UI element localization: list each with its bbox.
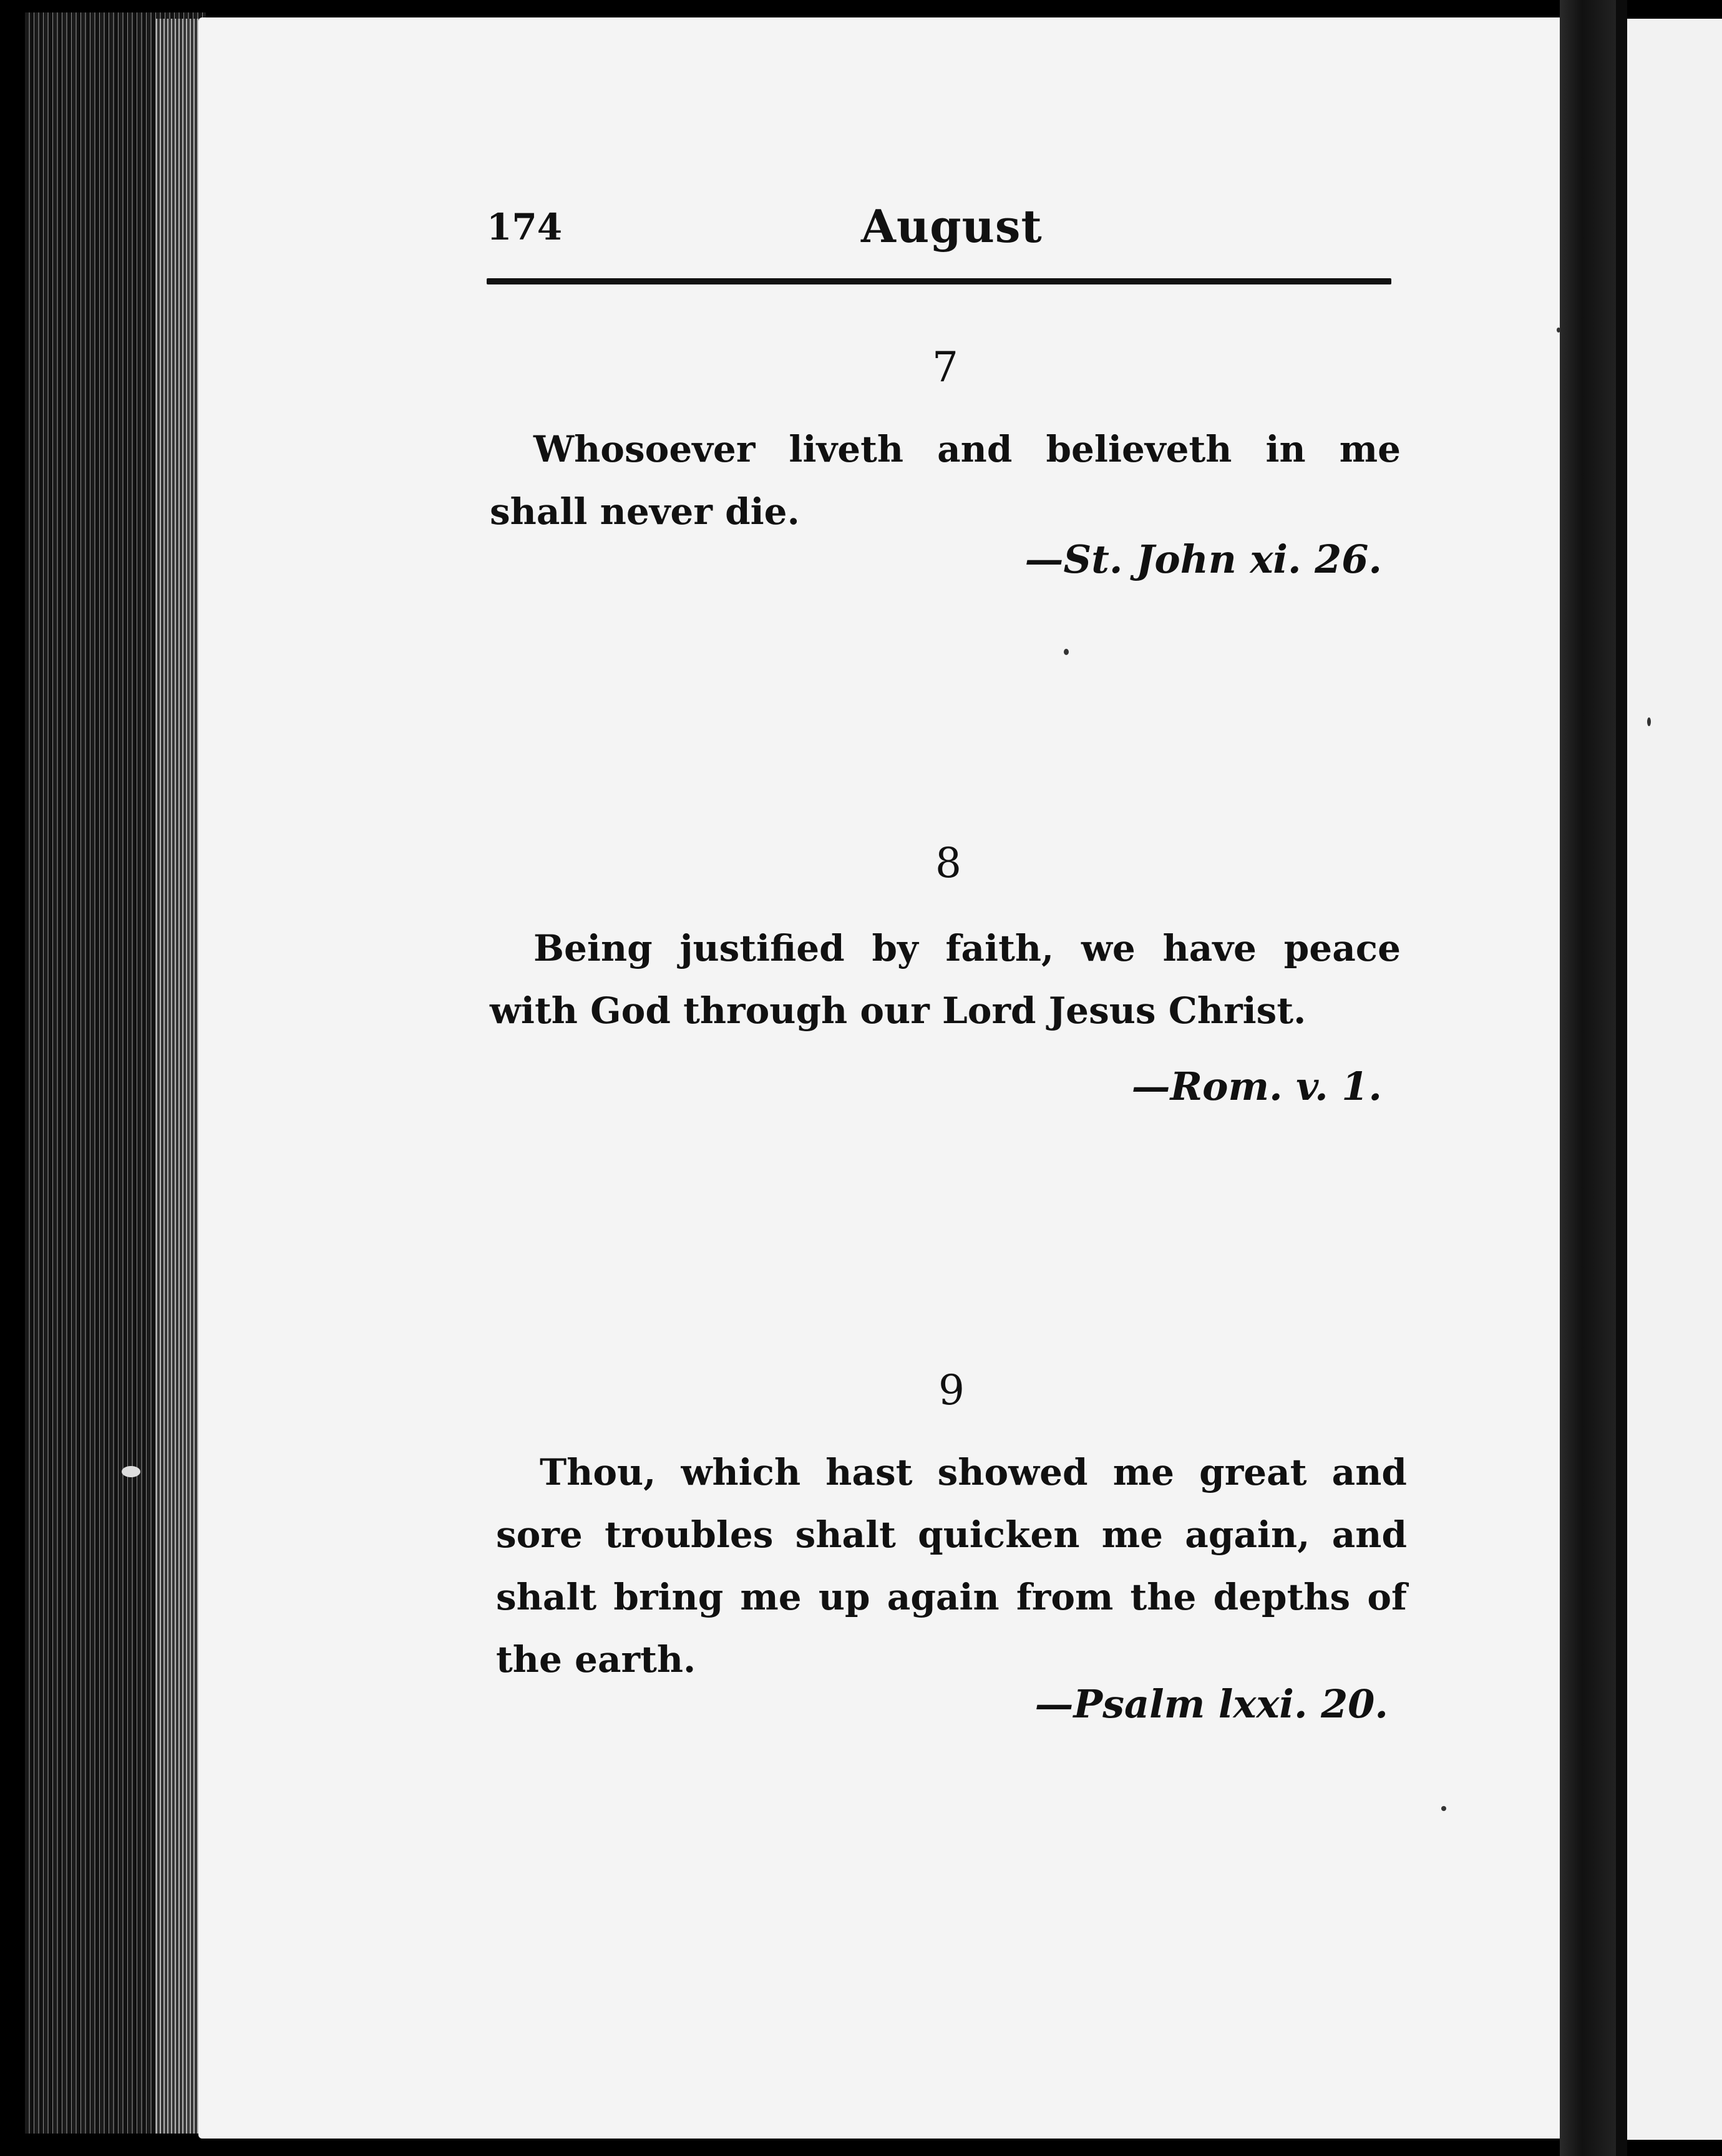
verse-citation: —Psalm lxxi. 20. [1034, 1681, 1388, 1727]
day-number: 7 [932, 343, 958, 391]
day-number: 8 [935, 839, 961, 887]
scan-speck [1647, 717, 1651, 726]
verse-text: Thou, which hast showed me great and sore troubles shalt quicken me again, and shalt bring me up again from the depths of the earth. [496, 1451, 1407, 1681]
scan-speck [1441, 1806, 1446, 1811]
verse-citation: —Rom. v. 1. [1131, 1064, 1382, 1109]
entry-day-7 [490, 343, 1401, 605]
header-rule [487, 278, 1391, 284]
entry-day-8 [490, 839, 1401, 1109]
page-edges [156, 19, 200, 2134]
verse-text: Being justified by faith, we have peace with God through our Lord Jesus Christ. [490, 927, 1401, 1032]
facing-page-edge [1616, 19, 1722, 2140]
gutter-shadow [1560, 0, 1616, 2156]
scan-speck [1557, 328, 1560, 333]
gutter-line [1616, 0, 1627, 2156]
verse-citation: —St. John xi. 26. [1024, 537, 1382, 582]
scan-speck [122, 1466, 140, 1477]
entry-day-9 [496, 1366, 1407, 1741]
page-number: 174 [487, 206, 563, 248]
running-head [487, 200, 1391, 256]
scan-speck [1064, 649, 1069, 655]
day-number: 9 [938, 1366, 965, 1414]
month-title: August [861, 200, 1043, 253]
verse-text: Whosoever liveth and believeth in me shall never die. [490, 428, 1401, 533]
